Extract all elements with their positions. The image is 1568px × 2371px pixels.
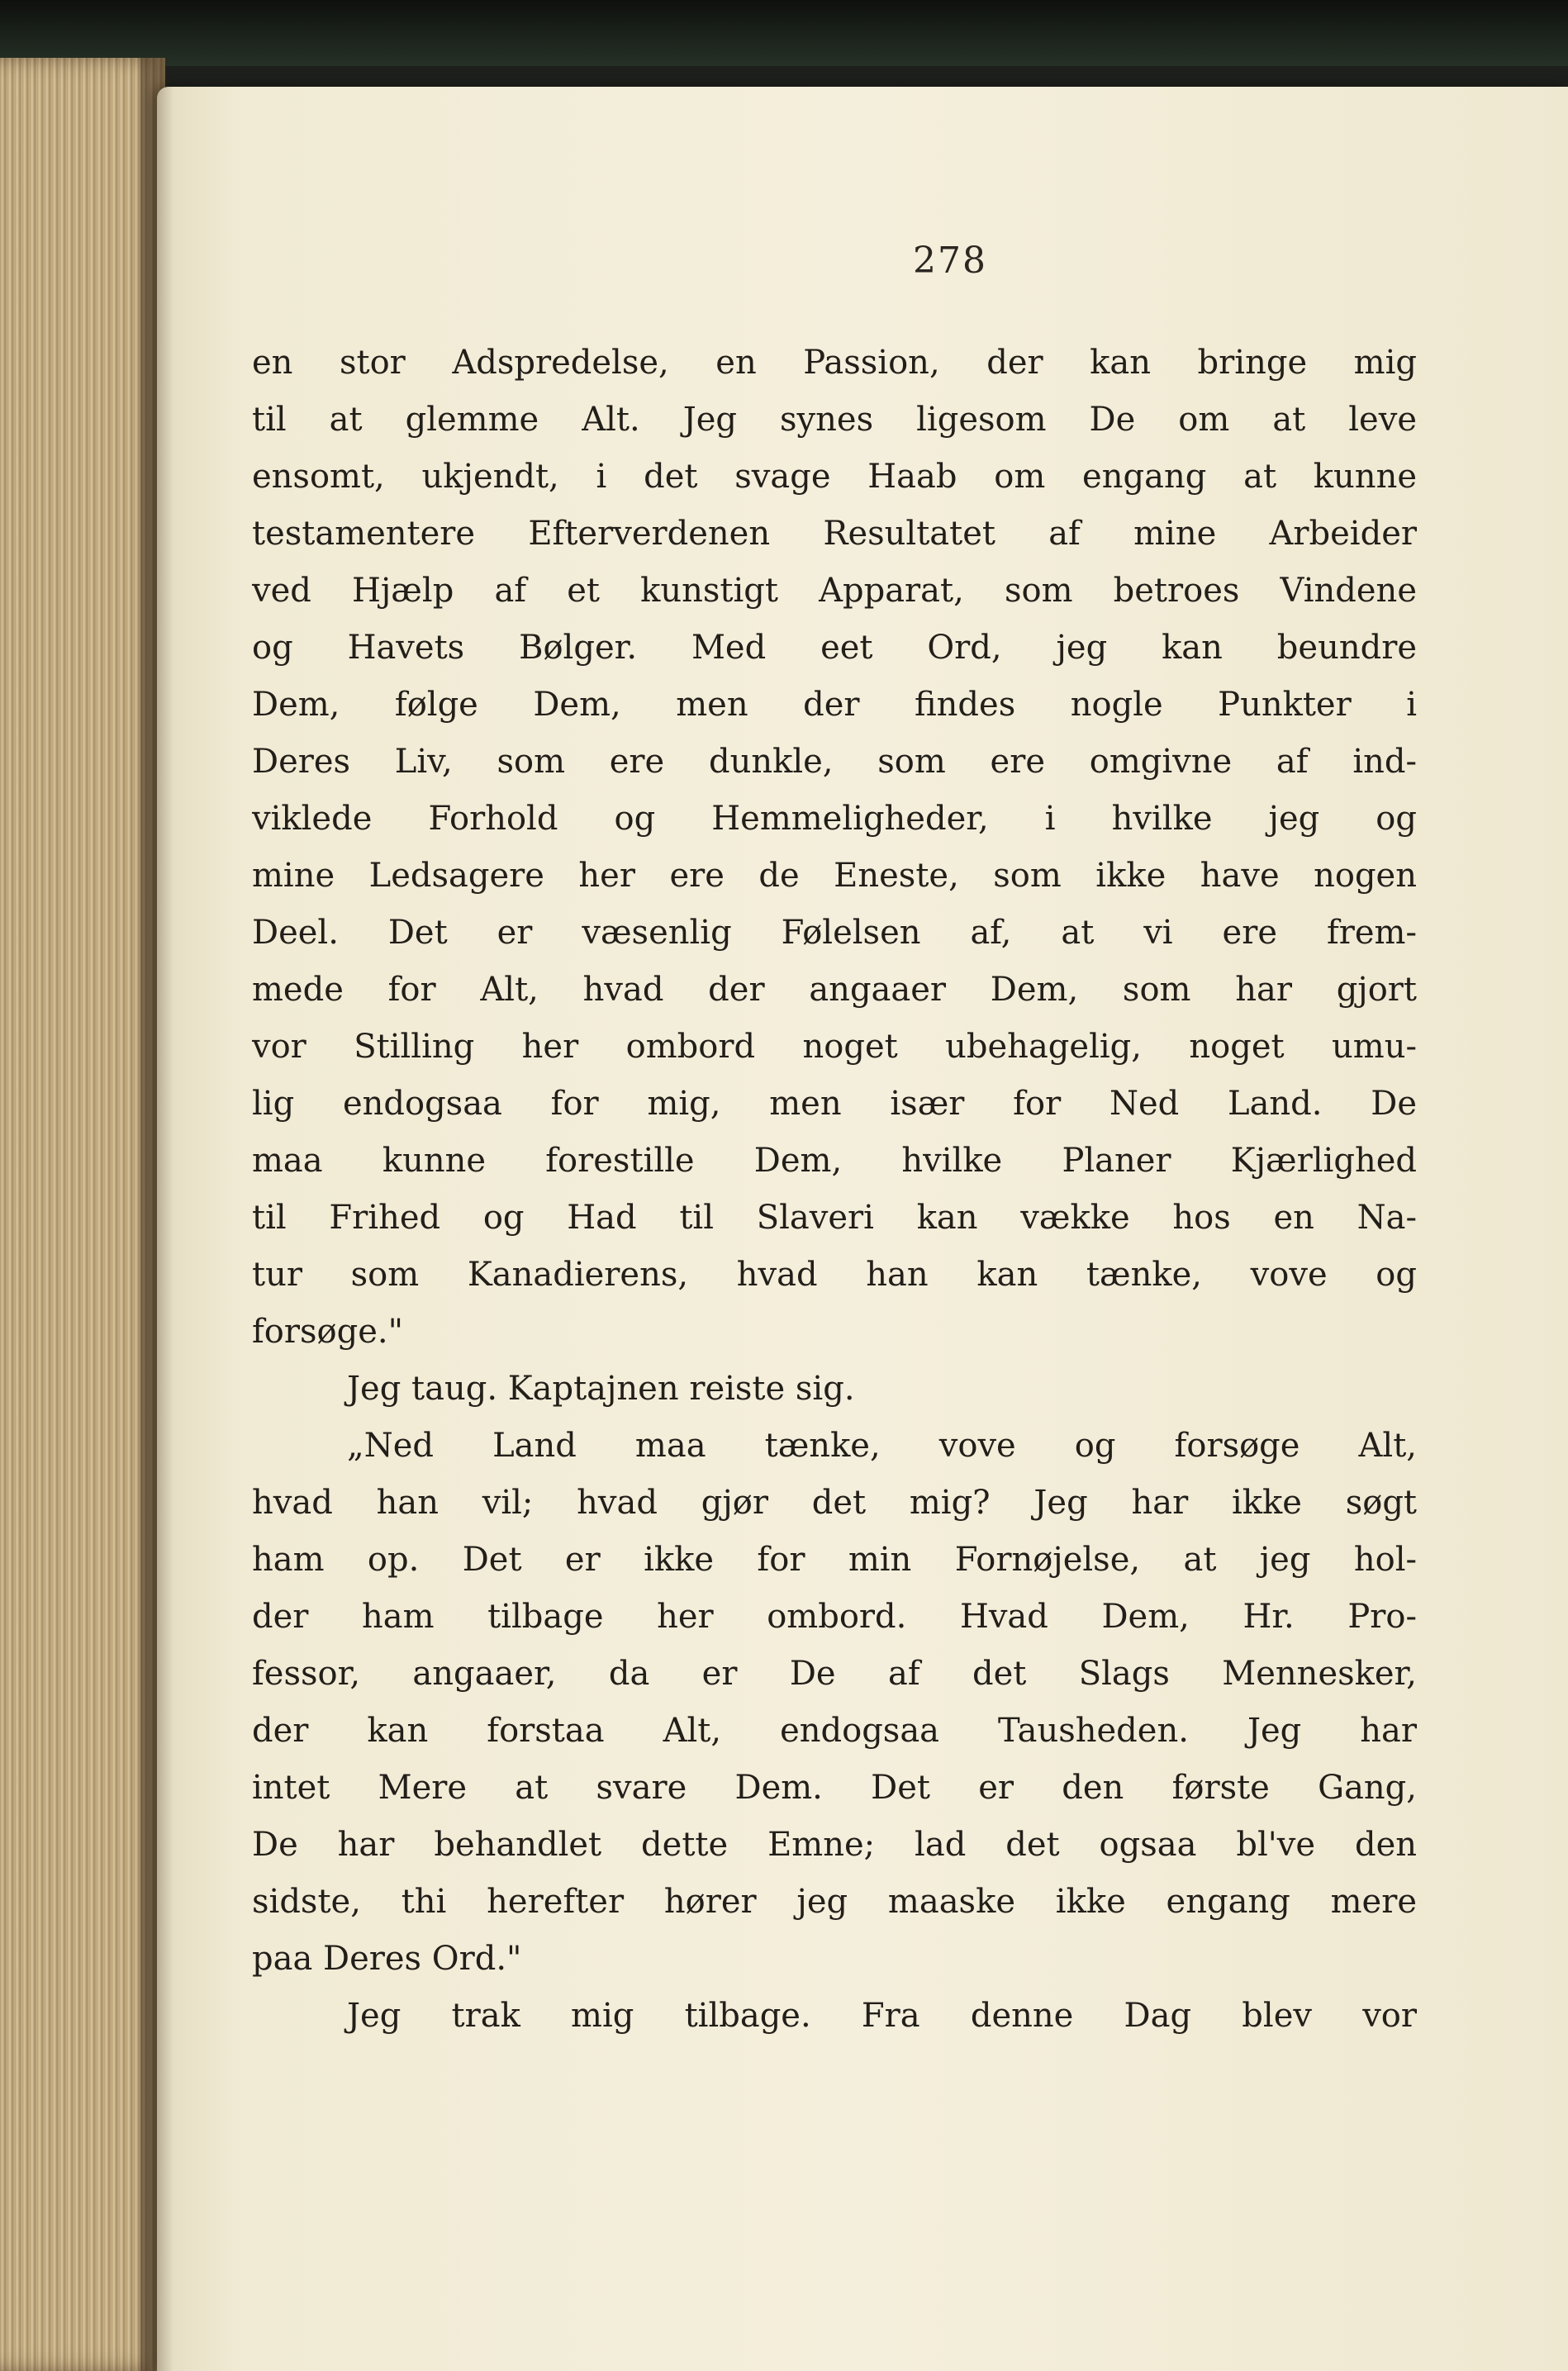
- text-line: til Frihed og Had til Slaveri kan vække hos en Na-: [252, 1199, 1417, 1237]
- text-line: hvad han vil; hvad gjør det mig? Jeg har ikke søgt: [252, 1484, 1417, 1522]
- text-line: ved Hjælp af et kunstigt Apparat, som betroes Vindene: [252, 572, 1417, 610]
- text-line: tur som Kanadierens, hvad han kan tænke, vove og: [252, 1256, 1417, 1294]
- text-line: Jeg taug. Kaptajnen reiste sig.: [347, 1370, 855, 1408]
- text-line: ensomt, ukjendt, i det svage Haab om engang at kunne: [252, 458, 1417, 496]
- text-line: testamentere Efterverdenen Resultatet af mine Arbeider: [252, 515, 1417, 553]
- text-line: en stor Adspredelse, en Passion, der kan bringe mig: [252, 344, 1417, 382]
- text-line: fessor, angaaer, da er De af det Slags Mennesker,: [252, 1655, 1417, 1693]
- text-line: der kan forstaa Alt, endogsaa Tausheden. Jeg har: [252, 1712, 1417, 1750]
- body-text: [252, 335, 1417, 2045]
- text-line: vor Stilling her ombord noget ubehagelig, noget umu-: [252, 1028, 1417, 1066]
- text-line: Deel. Det er væsenlig Følelsen af, at vi ere frem-: [252, 914, 1417, 952]
- text-line: intet Mere at svare Dem. Det er den første Gang,: [252, 1769, 1417, 1807]
- text-line: Jeg trak mig tilbage. Fra denne Dag blev vor: [347, 1997, 1417, 2035]
- text-line: Dem, følge Dem, men der findes nogle Punkter i: [252, 686, 1417, 724]
- page-number: 278: [913, 240, 987, 282]
- dark-background: [0, 0, 1568, 66]
- text-line: lig endogsaa for mig, men især for Ned Land. De: [252, 1085, 1417, 1123]
- text-line: viklede Forhold og Hemmeligheder, i hvilke jeg og: [252, 800, 1417, 838]
- text-line: der ham tilbage her ombord. Hvad Dem, Hr. Pro-: [252, 1598, 1417, 1636]
- text-line: Deres Liv, som ere dunkle, som ere omgivne af ind-: [252, 743, 1417, 781]
- text-line: paa Deres Ord.": [252, 1940, 522, 1978]
- text-line: „Ned Land maa tænke, vove og forsøge Alt,: [347, 1427, 1417, 1465]
- text-line: maa kunne forestille Dem, hvilke Planer Kjærlighed: [252, 1142, 1417, 1180]
- text-line: mede for Alt, hvad der angaaer Dem, som har gjort: [252, 971, 1417, 1009]
- text-line: mine Ledsagere her ere de Eneste, som ikke have nogen: [252, 857, 1417, 895]
- text-line: De har behandlet dette Emne; lad det ogsaa bl've den: [252, 1826, 1417, 1864]
- spine-shadow: [140, 58, 173, 2371]
- text-line: ham op. Det er ikke for min Fornøjelse, at jeg hol-: [252, 1541, 1417, 1579]
- text-line: og Havets Bølger. Med eet Ord, jeg kan beundre: [252, 629, 1417, 667]
- text-line: forsøge.": [252, 1313, 404, 1351]
- text-line: til at glemme Alt. Jeg synes ligesom De om at leve: [252, 401, 1417, 439]
- text-line: sidste, thi herefter hører jeg maaske ikke engang mere: [252, 1883, 1417, 1921]
